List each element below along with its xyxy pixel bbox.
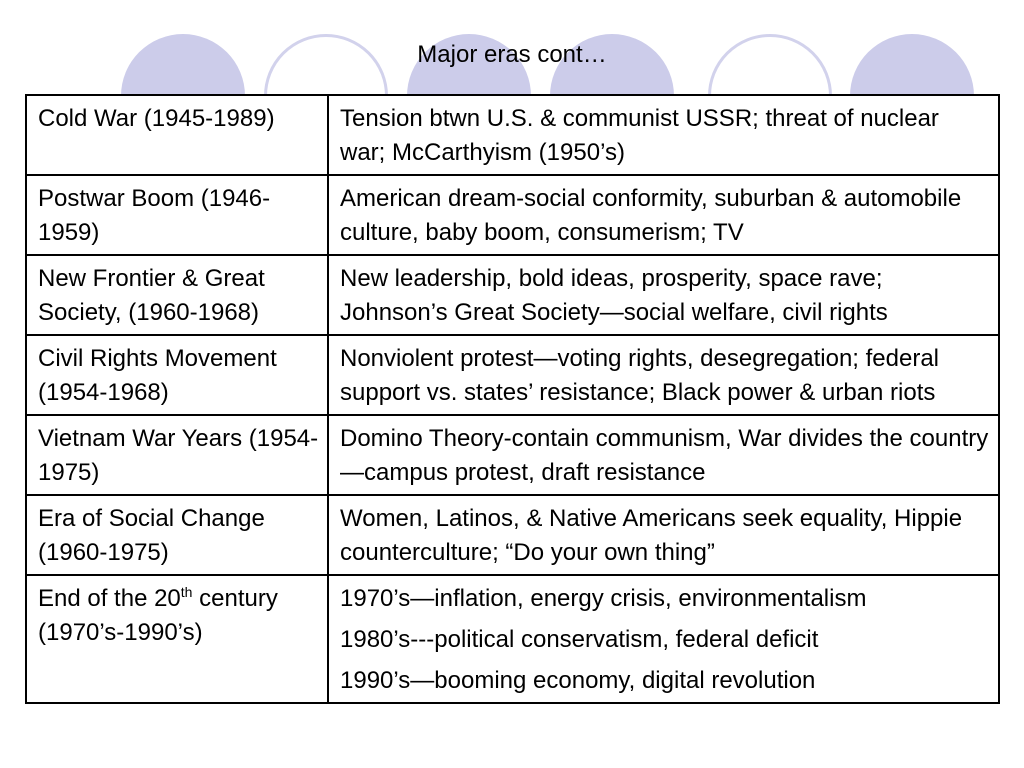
table-row [26, 95, 999, 175]
era-name-superscript: th [180, 584, 193, 600]
description-line: 1970’s—inflation, energy crisis, environmentalism [340, 585, 867, 612]
table-row [26, 175, 999, 255]
era-description-cell: New leadership, bold ideas, prosperity, space rave; Johnson’s Great Society—social welfare, civil rights [328, 255, 999, 335]
era-name-cell: Postwar Boom (1946-1959) [26, 175, 328, 255]
table-row [26, 335, 999, 415]
era-description-cell: Tension btwn U.S. & communist USSR; threat of nuclear war; McCarthyism (1950’s) [328, 95, 999, 175]
table-row [26, 575, 999, 703]
era-name-suffix: century (1970’s-1990’s) [38, 585, 278, 646]
era-name-cell: New Frontier & Great Society, (1960-1968) [26, 255, 328, 335]
era-name-cell: Civil Rights Movement (1954-1968) [26, 335, 328, 415]
eras-table [25, 94, 1000, 704]
era-name-cell: Era of Social Change (1960-1975) [26, 495, 328, 575]
era-name-cell [26, 575, 328, 703]
era-description-cell: Nonviolent protest—voting rights, desegregation; federal support vs. states’ resistance; Black power & urban riots [328, 335, 999, 415]
era-description-cell: Domino Theory-contain communism, War divides the country—campus protest, draft resistance [328, 415, 999, 495]
era-description-cell: Women, Latinos, & Native Americans seek equality, Hippie counterculture; “Do your own thing” [328, 495, 999, 575]
era-name-cell: Cold War (1945-1989) [26, 95, 328, 175]
era-description-cell [328, 575, 999, 703]
table-row [26, 415, 999, 495]
table-row [26, 255, 999, 335]
table-row [26, 495, 999, 575]
description-line: 1990’s—booming economy, digital revolution [340, 667, 816, 694]
era-name-prefix: End of the 20 [38, 585, 181, 612]
slide-title: Major eras cont… [417, 41, 607, 68]
era-name-cell: Vietnam War Years (1954-1975) [26, 415, 328, 495]
description-line: 1980’s---political conservatism, federal deficit [340, 626, 819, 653]
era-description-cell: American dream-social conformity, suburban & automobile culture, baby boom, consumerism; TV [328, 175, 999, 255]
